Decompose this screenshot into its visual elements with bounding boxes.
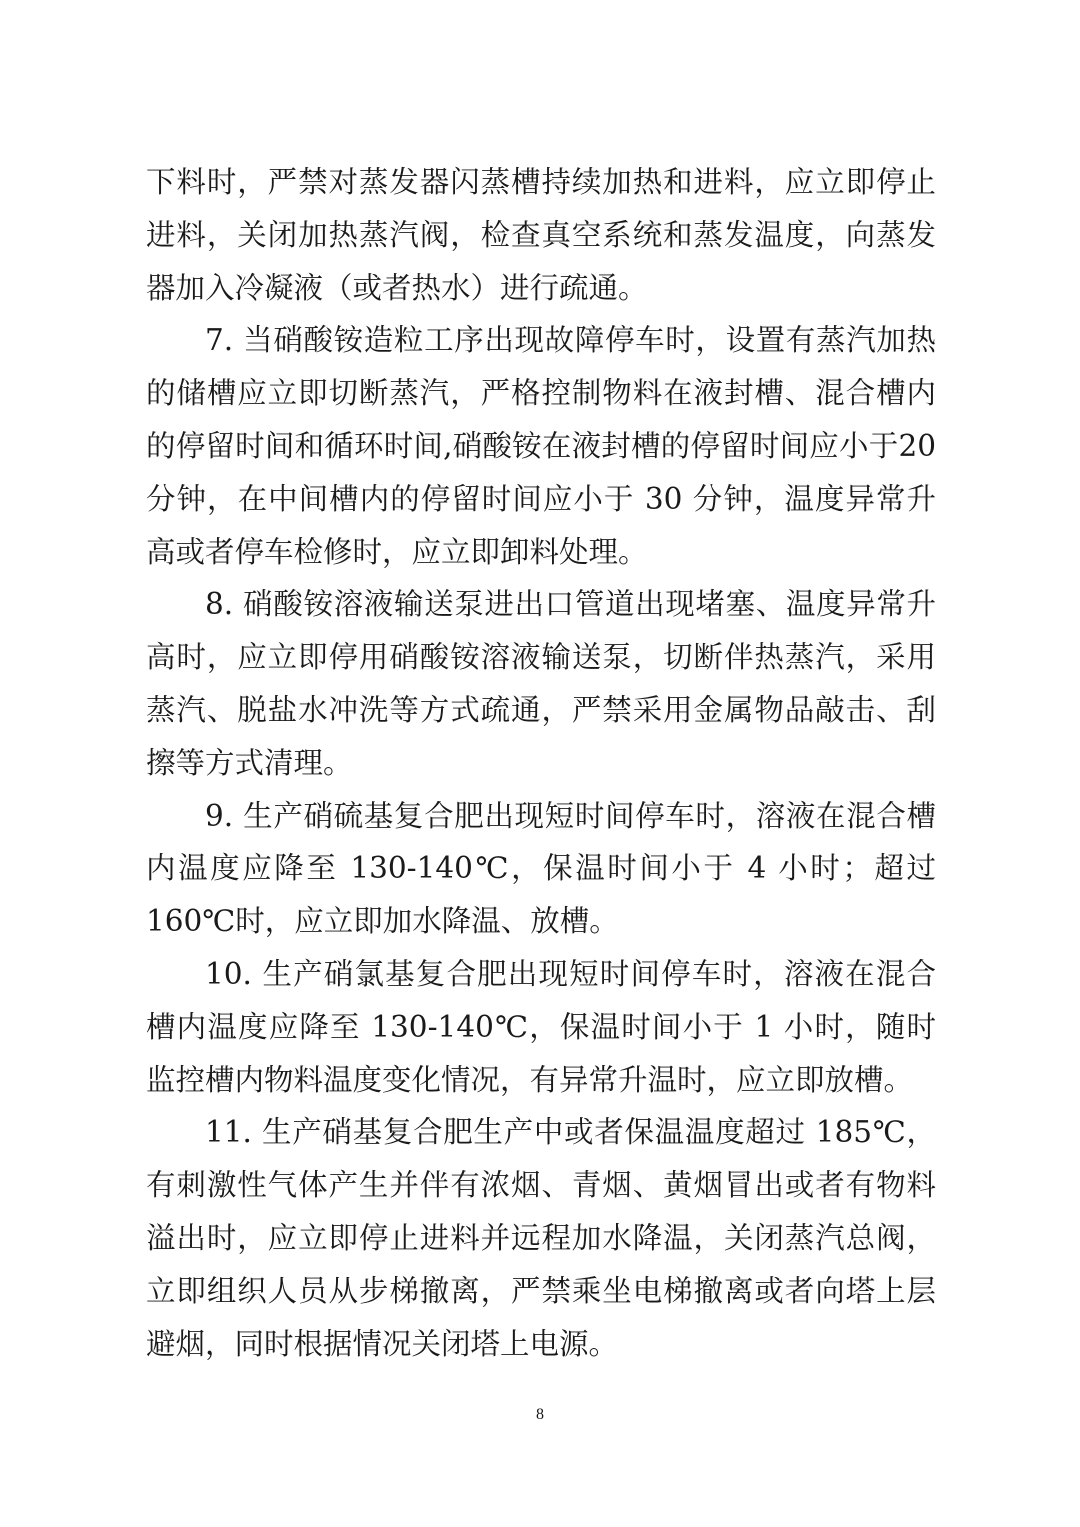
- paragraph-item-8: 8. 硝酸铵溶液输送泵进出口管道出现堵塞、温度异常升高时，应立即停用硝酸铵溶液输送泵，切断伴热蒸汽，采用蒸汽、脱盐水冲洗等方式疏通，严禁采用金属物品敲击、刮擦等方式清理。: [146, 587, 936, 780]
- paragraph-continuation: 下料时，严禁对蒸发器闪蒸槽持续加热和进料，应立即停止进料，关闭加热蒸汽阀，检查真空系统和蒸发温度，向蒸发器加入冷凝液（或者热水）进行疏通。: [146, 165, 936, 305]
- paragraph-item-11: 11. 生产硝基复合肥生产中或者保温温度超过 185℃，有刺激性气体产生并伴有浓烟、青烟、黄烟冒出或者有物料溢出时，应立即停止进料并远程加水降温，关闭蒸汽总阀，立即组织人员从步梯撤离，严禁乘坐电梯撤离或者向塔上层避烟，同时根据情况关闭塔上电源。: [146, 1115, 936, 1361]
- paragraph-item-7: 7. 当硝酸铵造粒工序出现故障停车时，设置有蒸汽加热的储槽应立即切断蒸汽，严格控制物料在液封槽、混合槽内的停留时间和循环时间,硝酸铵在液封槽的停留时间应小于20分钟，在中间槽内的停留时间应小于 30 分钟，温度异常升高或者停车检修时，应立即卸料处理。: [146, 323, 936, 569]
- paragraph-item-10: 10. 生产硝氯基复合肥出现短时间停车时，溶液在混合槽内温度应降至 130-140℃，保温时间小于 1 小时，随时监控槽内物料温度变化情况，有异常升温时，应立即放槽。: [146, 956, 936, 1097]
- paragraph-item-9: 9. 生产硝硫基复合肥出现短时间停车时，溶液在混合槽内温度应降至 130-140℃，保温时间小于 4 小时；超过 160℃时，应立即加水降温、放槽。: [146, 798, 936, 939]
- body-text: [146, 156, 936, 1370]
- page-number: 8: [536, 1406, 544, 1423]
